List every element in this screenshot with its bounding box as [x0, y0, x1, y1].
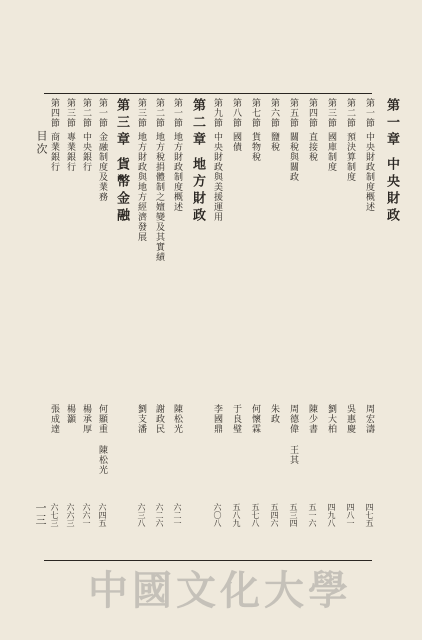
bottom-rule	[44, 560, 372, 561]
chapter-1-label: 第一章	[384, 98, 399, 149]
toc-entry	[47, 98, 61, 553]
section-author: 何顯重 陳松光	[97, 404, 107, 475]
chapter-2-label: 第二章	[190, 98, 205, 149]
section-title: 貨物稅	[250, 132, 260, 162]
section-number: 第二節	[81, 98, 91, 128]
section-page: 六〇八	[213, 503, 222, 527]
section-page: 六六一	[82, 503, 91, 527]
chapter-2-heading	[188, 98, 206, 225]
section-page: 四九八	[327, 503, 336, 527]
toc-entry	[79, 98, 93, 553]
toc-entry	[95, 98, 109, 553]
section-author: 劉支潘	[136, 404, 146, 434]
toc-entry	[210, 98, 224, 553]
section-author: 于良璧	[231, 404, 241, 434]
section-author: 陳松光	[172, 404, 182, 434]
section-title: 中央財政制度概述	[364, 132, 374, 212]
section-number: 第一節	[172, 98, 182, 128]
section-number: 第六節	[269, 98, 279, 128]
toc-entry	[267, 98, 281, 553]
section-number: 第三節	[326, 98, 336, 128]
section-page: 五三四	[289, 503, 298, 527]
toc-entry	[343, 98, 357, 553]
section-title: 關稅與關政	[288, 132, 298, 182]
section-author: 吳惠慶	[345, 404, 355, 434]
section-number: 第七節	[250, 98, 260, 128]
toc-entry	[248, 98, 262, 553]
section-title: 直接稅	[307, 132, 317, 162]
section-page: 六七三	[50, 503, 59, 527]
chapter-3-heading	[112, 98, 130, 225]
chapter-1-title: 中央財政	[384, 157, 399, 225]
toc-entry	[63, 98, 77, 553]
toc-entry	[134, 98, 148, 553]
section-number: 第四節	[307, 98, 317, 128]
top-rule	[44, 93, 372, 94]
section-author: 陳少書	[307, 404, 317, 434]
toc-entry	[152, 98, 166, 553]
section-page: 六四五	[98, 503, 107, 527]
section-page: 五一六	[308, 503, 317, 527]
section-author: 劉大柏	[326, 404, 336, 434]
section-author: 周德偉 王其	[288, 404, 298, 465]
toc-entry	[229, 98, 243, 553]
section-page: 五八九	[232, 503, 241, 527]
section-title: 鹽稅	[269, 132, 279, 152]
section-page: 四八一	[346, 503, 355, 527]
section-author: 周宏濤	[364, 404, 374, 434]
section-title: 專業銀行	[65, 132, 75, 172]
section-number: 第二節	[154, 98, 164, 128]
section-title: 金融制度及業務	[97, 132, 107, 202]
toc-entry	[324, 98, 338, 553]
toc-entry	[170, 98, 184, 553]
toc-entry	[362, 98, 376, 553]
section-author: 李國鼎	[212, 404, 222, 434]
chapter-3-title: 貨幣金融	[114, 157, 129, 225]
section-title: 地方稅捐體制之嬗變及其實績	[154, 132, 164, 262]
section-page: 六二一	[173, 503, 182, 527]
section-page: 六二六	[155, 503, 164, 527]
section-author: 謝政民	[154, 404, 164, 434]
section-page: 五七八	[251, 503, 260, 527]
section-number: 第五節	[288, 98, 298, 128]
section-number: 第一節	[97, 98, 107, 128]
section-title: 地方財政與地方經濟發展	[136, 132, 146, 242]
section-author: 何懷霖	[250, 404, 260, 434]
section-number: 第三節	[65, 98, 75, 128]
section-number: 第九節	[212, 98, 222, 128]
section-title: 中央銀行	[81, 132, 91, 172]
toc-entry	[305, 98, 319, 553]
section-title: 地方財政制度概述	[172, 132, 182, 212]
section-title: 預決算制度	[345, 132, 355, 182]
chapter-3-label: 第三章	[114, 98, 129, 149]
section-title: 中央財政與美援運用	[212, 132, 222, 222]
section-author: 張成達	[49, 404, 59, 434]
section-title: 國庫制度	[326, 132, 336, 172]
section-author: 楊灝	[65, 404, 75, 424]
section-number: 第一節	[364, 98, 374, 128]
section-page: 六三八	[137, 503, 146, 527]
chapter-2-title: 地方財政	[190, 157, 205, 225]
section-page: 六六三	[66, 503, 75, 527]
section-number: 第八節	[231, 98, 241, 128]
toc-entry	[286, 98, 300, 553]
section-number: 第二節	[345, 98, 355, 128]
section-author: 朱政	[269, 404, 279, 424]
watermark: 中國文化大學	[88, 567, 352, 614]
section-author: 楊承厚	[81, 404, 91, 434]
page-folio: 一三	[34, 502, 47, 526]
section-page: 四七五	[365, 503, 374, 527]
section-number: 第三節	[136, 98, 146, 128]
section-page: 五四六	[270, 503, 279, 527]
section-title: 國債	[231, 132, 241, 152]
section-title: 商業銀行	[49, 132, 59, 172]
side-label: 目次	[35, 130, 48, 156]
chapter-1-heading	[382, 98, 400, 225]
section-number: 第四節	[49, 98, 59, 128]
